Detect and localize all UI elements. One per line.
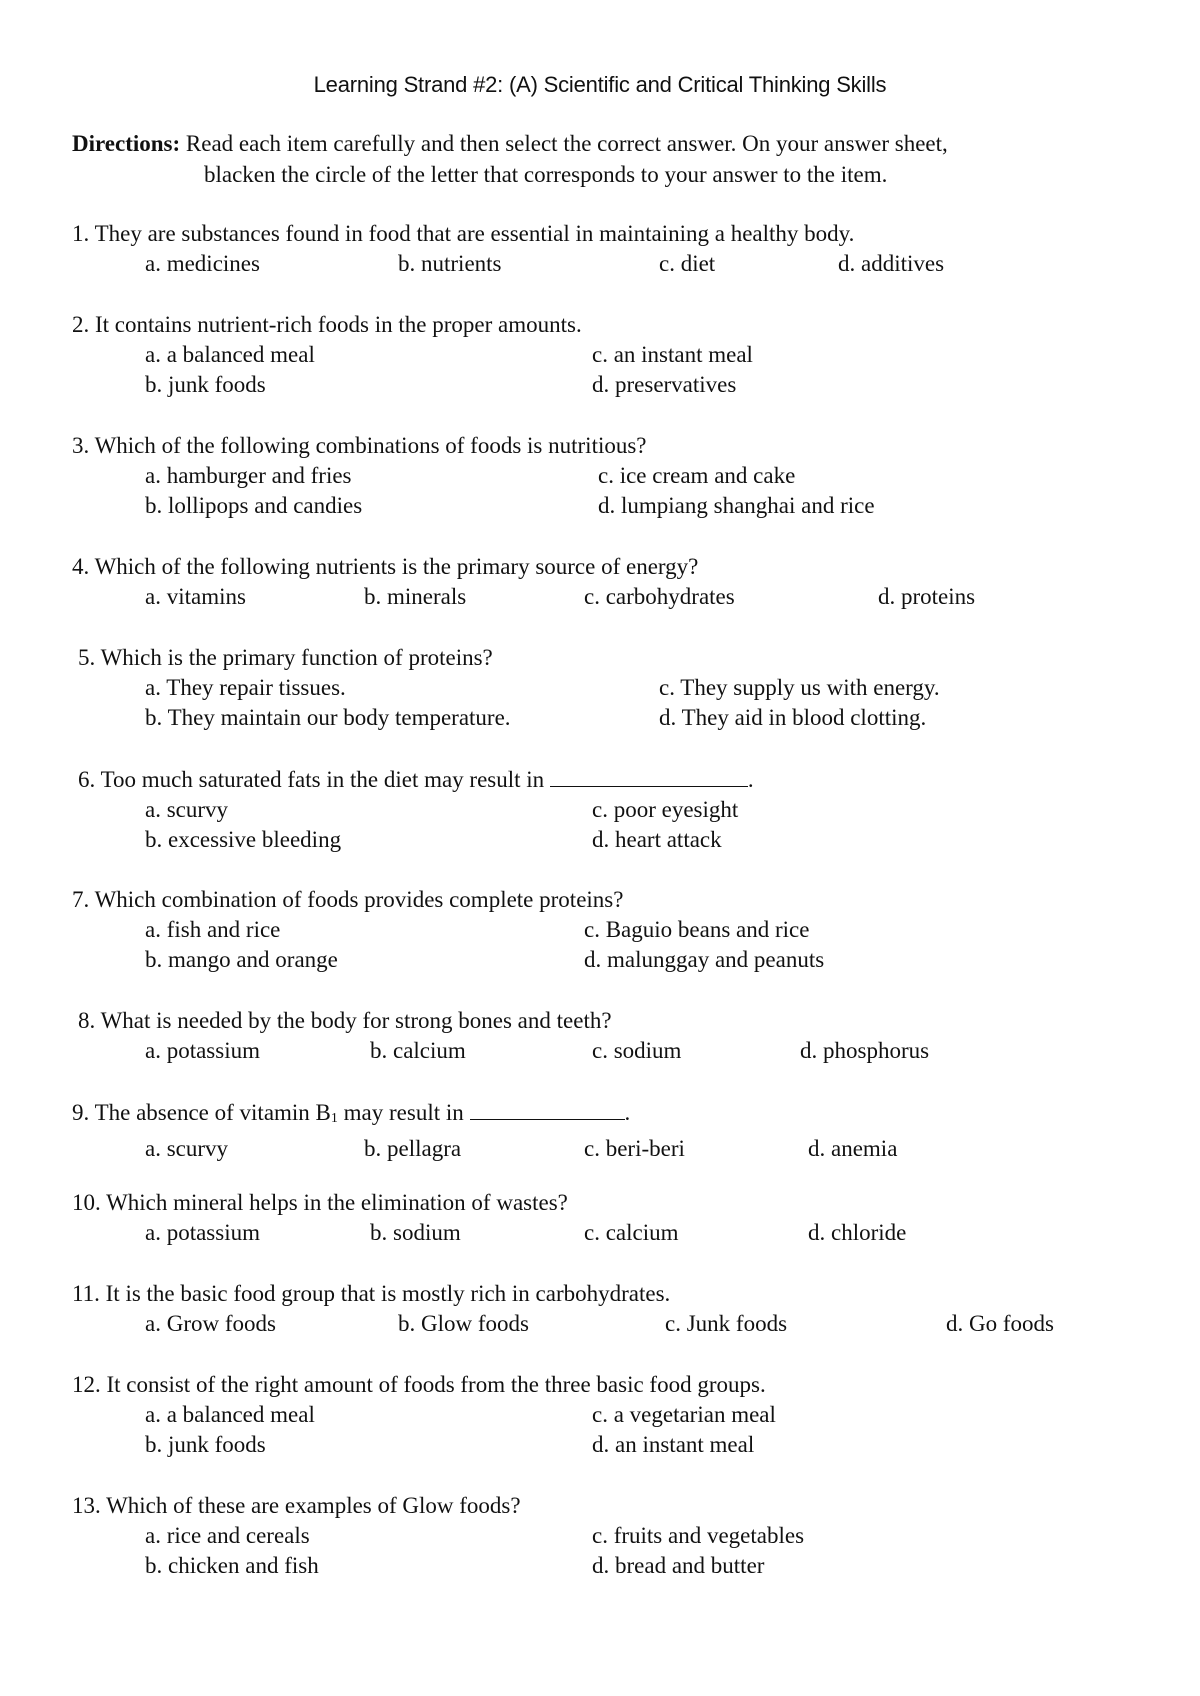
question-11 [72, 1279, 1054, 1339]
option-c[interactable]: c. They supply us with energy. [659, 675, 940, 700]
question-12 [72, 1370, 776, 1460]
question-stem-end: . [747, 767, 754, 792]
option-b[interactable]: b. excessive bleeding [145, 827, 342, 852]
option-d[interactable]: d. proteins [878, 584, 976, 609]
question-stem [72, 1097, 630, 1134]
option-d[interactable]: d. an instant meal [592, 1432, 755, 1457]
question-8 [78, 1006, 930, 1066]
directions [72, 128, 1132, 190]
option-a[interactable]: a. vitamins [145, 584, 246, 609]
option-b[interactable]: b. lollipops and candies [145, 493, 363, 518]
option-d[interactable]: d. malunggay and peanuts [584, 947, 825, 972]
option-d[interactable]: d. bread and butter [592, 1553, 765, 1578]
question-stem: 4. Which of the following nutrients is the primary source of energy? [72, 554, 699, 579]
question-5 [78, 643, 940, 733]
option-a[interactable]: a. They repair tissues. [145, 675, 346, 700]
option-b[interactable]: b. calcium [370, 1038, 466, 1063]
option-a[interactable]: a. a balanced meal [145, 342, 315, 367]
question-stem: 11. It is the basic food group that is mostly rich in carbohydrates. [72, 1281, 671, 1306]
option-a[interactable]: a. scurvy [145, 797, 229, 822]
option-d[interactable]: d. additives [838, 251, 945, 276]
option-c[interactable]: c. Baguio beans and rice [584, 917, 810, 942]
question-stem: 1. They are substances found in food that are essential in maintaining a healthy body. [72, 221, 855, 246]
option-b[interactable]: b. They maintain our body temperature. [145, 705, 511, 730]
option-c[interactable]: c. a vegetarian meal [592, 1402, 776, 1427]
answer-blank [550, 764, 748, 787]
question-4 [72, 552, 976, 612]
subscript: 1 [330, 1111, 338, 1126]
question-3 [72, 431, 875, 521]
question-13 [72, 1491, 805, 1581]
option-b[interactable]: b. mango and orange [145, 947, 338, 972]
question-stem: 12. It consist of the right amount of foods from the three basic food groups. [72, 1372, 766, 1397]
option-b[interactable]: b. junk foods [145, 1432, 266, 1457]
option-d[interactable]: d. phosphorus [800, 1038, 930, 1063]
option-b[interactable]: b. Glow foods [398, 1311, 529, 1336]
option-a[interactable]: a. hamburger and fries [145, 463, 352, 488]
option-a[interactable]: a. potassium [145, 1220, 260, 1245]
option-a[interactable]: a. Grow foods [145, 1311, 276, 1336]
option-c[interactable]: c. beri-beri [584, 1136, 685, 1161]
option-b[interactable]: b. nutrients [398, 251, 502, 276]
option-b[interactable]: b. sodium [370, 1220, 461, 1245]
question-stem: 7. Which combination of foods provides complete proteins? [72, 887, 624, 912]
option-c[interactable]: c. Junk foods [665, 1311, 788, 1336]
question-stem-text: 6. Too much saturated fats in the diet may result in [78, 767, 545, 792]
option-a[interactable]: a. potassium [145, 1038, 260, 1063]
option-c[interactable]: c. diet [659, 251, 716, 276]
option-a[interactable]: a. fish and rice [145, 917, 281, 942]
option-a[interactable]: a. medicines [145, 251, 260, 276]
question-stem: 3. Which of the following combinations of foods is nutritious? [72, 433, 647, 458]
question-9 [72, 1097, 898, 1164]
question-stem: 2. It contains nutrient-rich foods in the proper amounts. [72, 312, 582, 337]
option-c[interactable]: c. ice cream and cake [598, 463, 796, 488]
question-2 [72, 310, 753, 400]
directions-text-line2: blacken the circle of the letter that corresponds to your answer to the item. [204, 162, 888, 187]
option-b[interactable]: b. minerals [364, 584, 467, 609]
question-stem [78, 764, 754, 795]
directions-label: Directions: [72, 131, 181, 156]
option-c[interactable]: c. calcium [584, 1220, 679, 1245]
option-d[interactable]: d. Go foods [946, 1311, 1054, 1336]
option-d[interactable]: d. lumpiang shanghai and rice [598, 493, 875, 518]
option-c[interactable]: c. poor eyesight [592, 797, 739, 822]
option-c[interactable]: c. fruits and vegetables [592, 1523, 805, 1548]
option-d[interactable]: d. preservatives [592, 372, 737, 397]
option-b[interactable]: b. chicken and fish [145, 1553, 319, 1578]
option-c[interactable]: c. an instant meal [592, 342, 753, 367]
option-b[interactable]: b. junk foods [145, 372, 266, 397]
option-a[interactable]: a. rice and cereals [145, 1523, 310, 1548]
question-10 [72, 1188, 907, 1248]
answer-blank [470, 1097, 625, 1120]
option-c[interactable]: c. carbohydrates [584, 584, 735, 609]
option-d[interactable]: d. chloride [808, 1220, 907, 1245]
question-stem-rest: may result in [337, 1100, 464, 1125]
question-stem: 13. Which of these are examples of Glow foods? [72, 1493, 521, 1518]
option-d[interactable]: d. They aid in blood clotting. [659, 705, 927, 730]
option-b[interactable]: b. pellagra [364, 1136, 462, 1161]
option-d[interactable]: d. anemia [808, 1136, 898, 1161]
question-1 [72, 219, 945, 279]
question-stem-end: . [624, 1100, 631, 1125]
option-d[interactable]: d. heart attack [592, 827, 722, 852]
option-a[interactable]: a. a balanced meal [145, 1402, 315, 1427]
question-stem: 10. Which mineral helps in the elimination of wastes? [72, 1190, 568, 1215]
page-title: Learning Strand #2: (A) Scientific and Critical Thinking Skills [313, 72, 887, 97]
directions-text-line1: Read each item carefully and then select the correct answer. On your answer sheet, [185, 131, 948, 156]
option-c[interactable]: c. sodium [592, 1038, 682, 1063]
question-stem: 5. Which is the primary function of proteins? [78, 645, 493, 670]
question-6 [78, 764, 754, 855]
question-stem: 8. What is needed by the body for strong bones and teeth? [78, 1008, 612, 1033]
option-a[interactable]: a. scurvy [145, 1136, 229, 1161]
question-7 [72, 885, 825, 975]
question-stem-text: 9. The absence of vitamin B [72, 1100, 331, 1125]
